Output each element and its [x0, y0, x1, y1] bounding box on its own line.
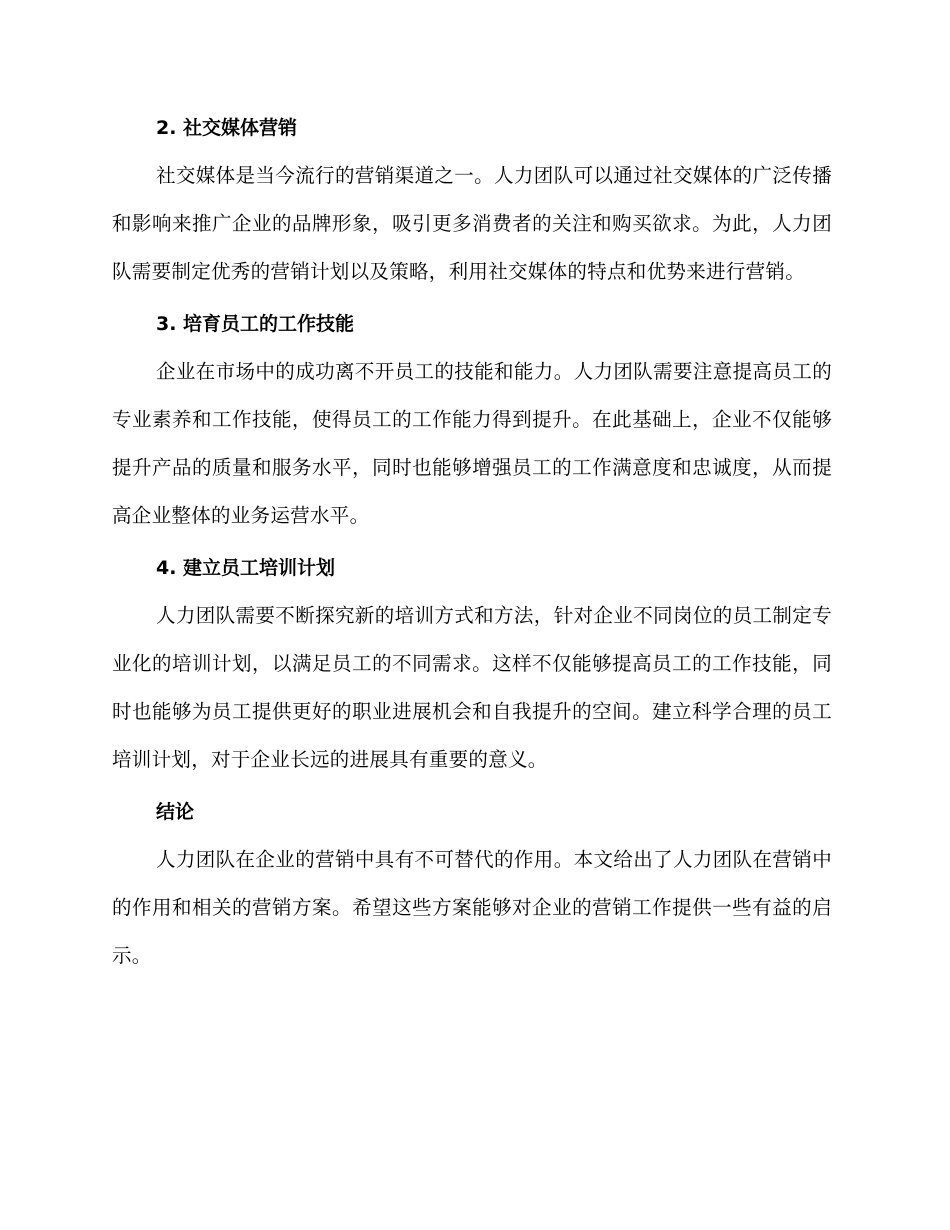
- section-heading: 结论: [156, 801, 195, 823]
- section-paragraph: 人力团队在企业的营销中具有不可替代的作用。本文给出了人力团队在营销中的作用和相关的营销方案。希望这些方案能够对企业的营销工作提供一些有益的启示。: [112, 848, 832, 967]
- section-paragraph: 社交媒体是当今流行的营销渠道之一。人力团队可以通过社交媒体的广泛传播和影响来推广企业的品牌形象，吸引更多消费者的关注和购买欲求。为此，人力团队需要制定优秀的营销计划以及策略，利用社交媒体的特点和优势来进行营销。: [112, 164, 832, 283]
- section-employee-skills: [112, 300, 832, 540]
- section-training-plan: [112, 544, 832, 784]
- section-heading: 2. 社交媒体营销: [156, 117, 298, 139]
- section-conclusion: [112, 788, 832, 980]
- section-paragraph: 企业在市场中的成功离不开员工的技能和能力。人力团队需要注意提高员工的专业素养和工作技能，使得员工的工作能力得到提升。在此基础上，企业不仅能够提升产品的质量和服务水平，同时也能够增强员工的工作满意度和忠诚度，从而提高企业整体的业务运营水平。: [112, 360, 832, 527]
- section-paragraph: 人力团队需要不断探究新的培训方式和方法，针对企业不同岗位的员工制定专业化的培训计划，以满足员工的不同需求。这样不仅能够提高员工的工作技能，同时也能够为员工提供更好的职业进展机会和自我提升的空间。建立科学合理的员工培训计划，对于企业长远的进展具有重要的意义。: [112, 604, 832, 771]
- section-heading: 3. 培育员工的工作技能: [156, 313, 355, 335]
- section-heading: 4. 建立员工培训计划: [156, 557, 336, 579]
- section-social-media-marketing: [112, 104, 832, 296]
- document-page: [112, 104, 832, 984]
